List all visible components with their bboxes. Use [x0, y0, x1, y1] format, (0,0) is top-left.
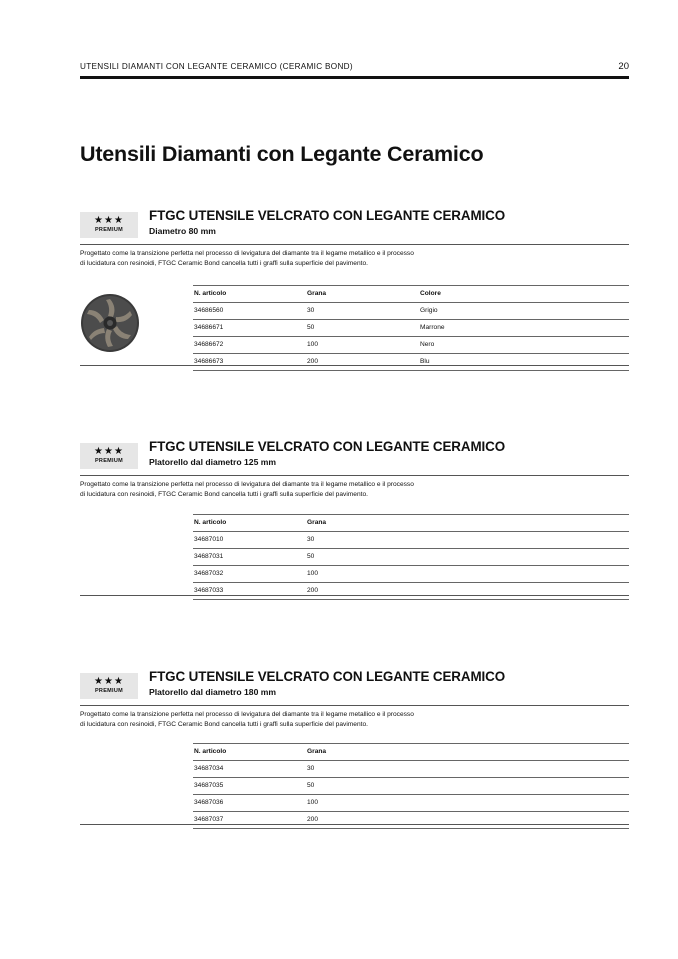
- grit-value: 200: [307, 358, 319, 365]
- description-line: di lucidatura con resinoidi, FTGC Ceramic Bond cancella tutti i graffi sulla superficie del pavimento.: [80, 721, 368, 728]
- badge-label: PREMIUM: [94, 458, 124, 464]
- article-number: 34687033: [194, 587, 224, 594]
- article-number: 34686673: [194, 358, 224, 365]
- description-line: di lucidatura con resinoidi, FTGC Ceramic Bond cancella tutti i graffi sulla superficie del pavimento.: [80, 260, 368, 267]
- section-bottom-rule: [80, 365, 629, 366]
- grit-value: 100: [307, 799, 319, 806]
- color-value: Grigio: [420, 307, 438, 314]
- table-row: [193, 812, 629, 829]
- badge-label: PREMIUM: [94, 688, 124, 694]
- article-number: 34686560: [194, 307, 224, 314]
- section-subtitle: Platorello dal diametro 125 mm: [149, 457, 277, 467]
- premium-badge: [80, 443, 138, 469]
- table-header-row: [193, 514, 629, 532]
- grit-value: 100: [307, 341, 319, 348]
- article-table: [193, 285, 629, 371]
- description-line: Progettato come la transizione perfetta nel processo di levigatura del diamante tra il legame metallico e il processo: [80, 250, 414, 257]
- grit-value: 200: [307, 587, 319, 594]
- section-bottom-rule: [80, 595, 629, 596]
- badge-label: PREMIUM: [94, 227, 124, 233]
- color-value: Nero: [420, 341, 435, 348]
- col-header-article: N. articolo: [194, 519, 227, 526]
- table-row: [193, 549, 629, 566]
- stars-icon: ★★★: [94, 446, 124, 457]
- table-row: [193, 532, 629, 549]
- article-number: 34687032: [194, 570, 224, 577]
- section-description: [80, 710, 414, 730]
- article-number: 34686672: [194, 341, 224, 348]
- description-line: Progettato come la transizione perfetta nel processo di levigatura del diamante tra il legame metallico e il processo: [80, 481, 414, 488]
- table-row: [193, 795, 629, 812]
- section-title: FTGC UTENSILE VELCRATO CON LEGANTE CERAMICO: [149, 669, 506, 684]
- page-number: 20: [618, 61, 629, 72]
- table-header-row: [193, 285, 629, 303]
- article-table: [193, 743, 629, 829]
- article-number: 34686671: [194, 324, 224, 331]
- header-rule: [80, 76, 629, 79]
- article-number: 34687031: [194, 553, 224, 560]
- table-row: [193, 354, 629, 371]
- article-table: [193, 514, 629, 600]
- article-number: 34687037: [194, 816, 224, 823]
- grit-value: 100: [307, 570, 319, 577]
- col-header-grit: Grana: [307, 748, 327, 755]
- description-line: di lucidatura con resinoidi, FTGC Ceramic Bond cancella tutti i graffi sulla superficie del pavimento.: [80, 491, 368, 498]
- grit-value: 50: [307, 782, 315, 789]
- section-description: [80, 480, 414, 500]
- table-row: [193, 566, 629, 583]
- grit-value: 30: [307, 536, 315, 543]
- section-divider: [80, 475, 629, 476]
- section-divider: [80, 705, 629, 706]
- premium-badge: [80, 212, 138, 238]
- section-subtitle: Diametro 80 mm: [149, 226, 216, 236]
- grit-value: 30: [307, 307, 315, 314]
- section-title: FTGC UTENSILE VELCRATO CON LEGANTE CERAMICO: [149, 439, 506, 454]
- col-header-article: N. articolo: [194, 290, 227, 297]
- section-divider: [80, 244, 629, 245]
- table-row: [193, 778, 629, 795]
- article-number: 34687036: [194, 799, 224, 806]
- grit-value: 200: [307, 816, 319, 823]
- table-row: [193, 583, 629, 600]
- diamond-pad-image: [80, 293, 140, 353]
- article-number: 34687034: [194, 765, 224, 772]
- table-row: [193, 303, 629, 320]
- table-row: [193, 337, 629, 354]
- table-header-row: [193, 743, 629, 761]
- stars-icon: ★★★: [94, 215, 124, 226]
- description-line: Progettato come la transizione perfetta nel processo di levigatura del diamante tra il legame metallico e il processo: [80, 711, 414, 718]
- grit-value: 50: [307, 553, 315, 560]
- col-header-grit: Grana: [307, 519, 327, 526]
- table-row: [193, 761, 629, 778]
- section-subtitle: Platorello dal diametro 180 mm: [149, 687, 277, 697]
- running-header: [80, 60, 629, 80]
- page-title: Utensili Diamanti con Legante Ceramico: [80, 142, 484, 166]
- premium-badge: [80, 673, 138, 699]
- color-value: Blu: [420, 358, 430, 365]
- col-header-color: Colore: [420, 290, 441, 297]
- grit-value: 50: [307, 324, 315, 331]
- section-description: [80, 249, 414, 269]
- table-row: [193, 320, 629, 337]
- section-bottom-rule: [80, 824, 629, 825]
- stars-icon: ★★★: [94, 676, 124, 687]
- col-header-article: N. articolo: [194, 748, 227, 755]
- color-value: Marrone: [420, 324, 445, 331]
- running-header-title: UTENSILI DIAMANTI CON LEGANTE CERAMICO (CERAMIC BOND): [80, 62, 353, 71]
- grit-value: 30: [307, 765, 315, 772]
- article-number: 34687035: [194, 782, 224, 789]
- col-header-grit: Grana: [307, 290, 327, 297]
- article-number: 34687010: [194, 536, 224, 543]
- section-title: FTGC UTENSILE VELCRATO CON LEGANTE CERAMICO: [149, 208, 506, 223]
